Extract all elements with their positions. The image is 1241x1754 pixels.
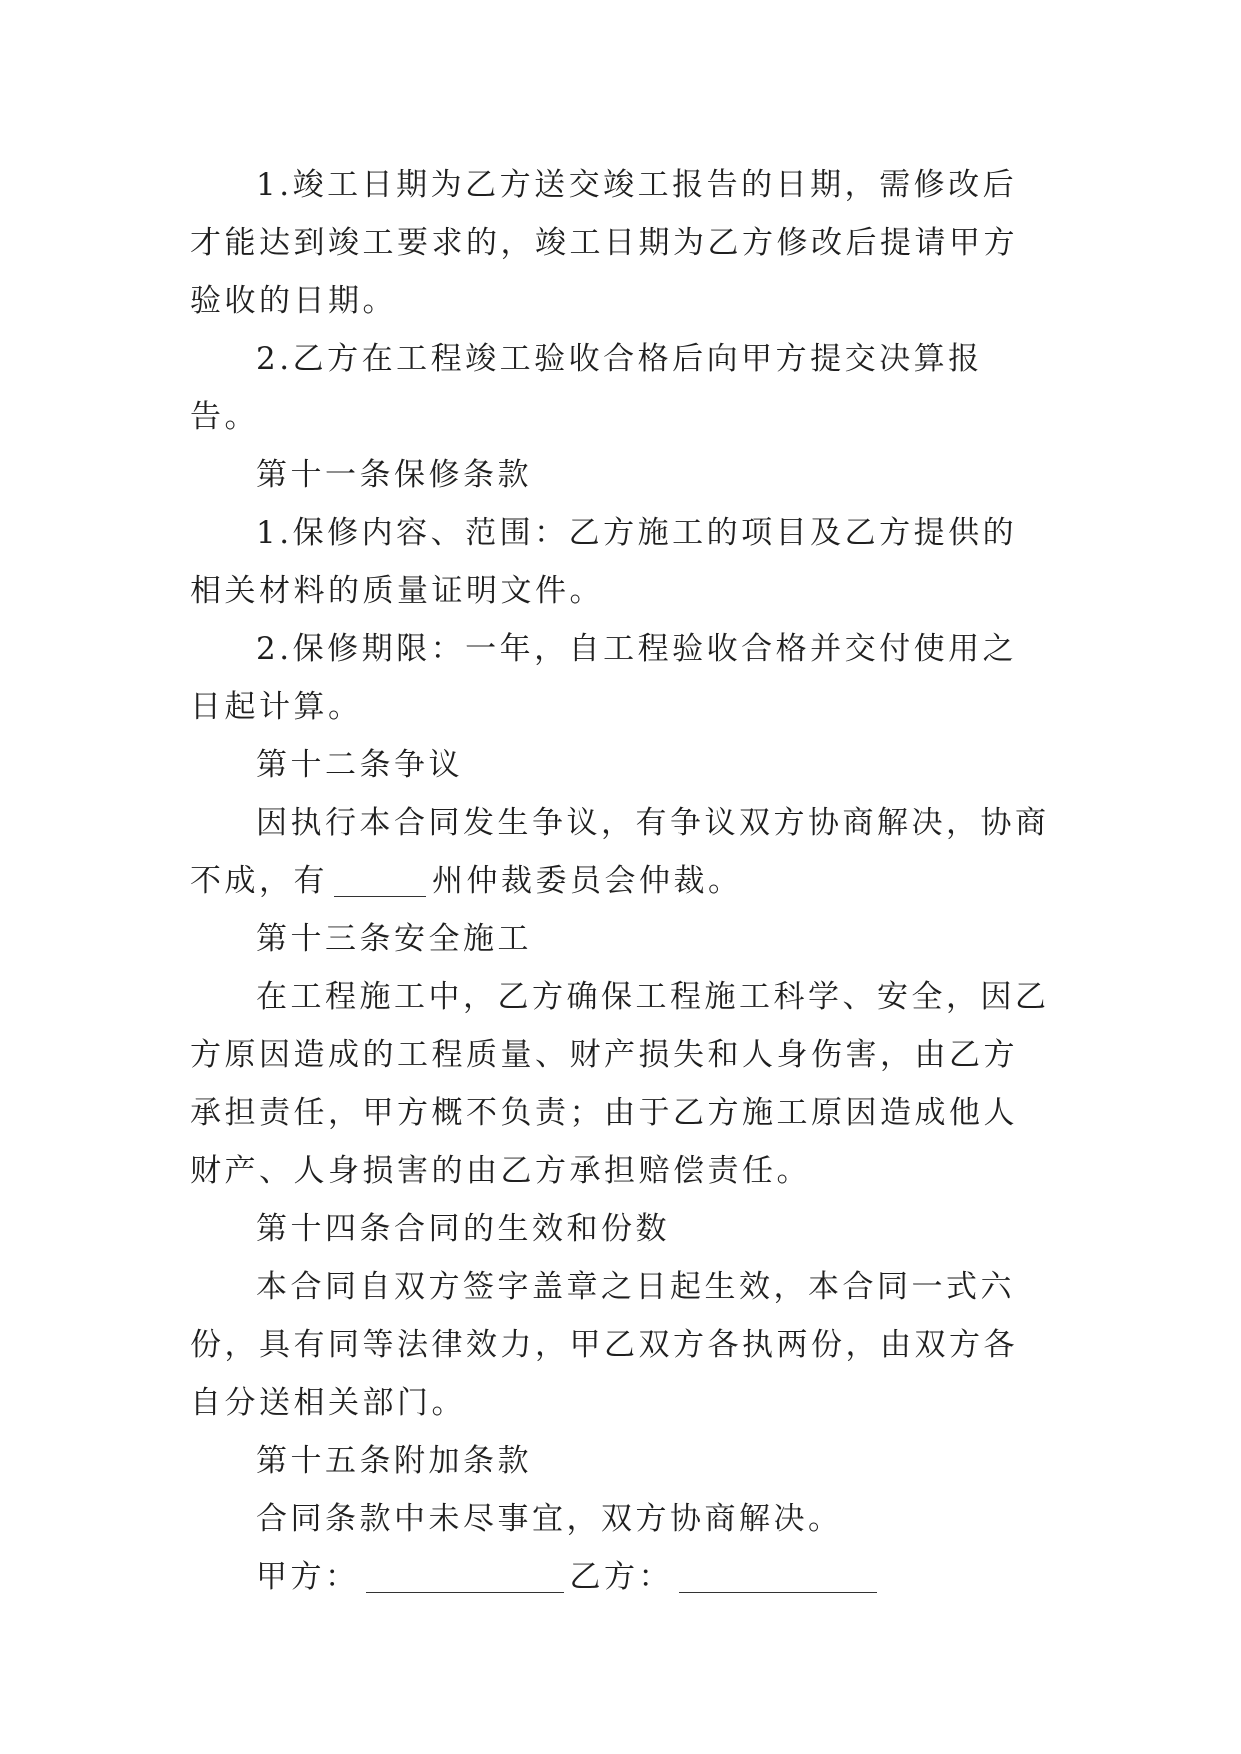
article-14-heading: 第十四条合同的生效和份数 <box>256 1211 670 1247</box>
dispute-paragraph <box>190 794 1050 910</box>
article-13-heading: 第十三条安全施工 <box>256 921 532 957</box>
signature-line <box>190 1548 1050 1606</box>
dispute-text-before: 因执行本合同发生争议，有争议双方协商解决，协商不成，有 <box>190 805 1050 899</box>
dispute-text-after: 州仲裁委员会仲裁。 <box>432 863 743 899</box>
party-b-signature-blank <box>679 1562 877 1593</box>
arbitration-city-blank <box>334 866 426 897</box>
warranty-period-paragraph: 2.保修期限：一年，自工程验收合格并交付使用之日起计算。 <box>190 631 1018 725</box>
contract-body <box>190 156 1050 1606</box>
party-b-label: 乙方： <box>569 1559 673 1595</box>
party-a-signature-blank <box>366 1562 564 1593</box>
article-15-heading: 第十五条附加条款 <box>256 1443 532 1479</box>
article-12-heading: 第十二条争议 <box>256 747 463 783</box>
final-account-paragraph: 2.乙方在工程竣工验收合格后向甲方提交决算报告。 <box>190 341 983 435</box>
safety-clause-paragraph: 在工程施工中，乙方确保工程施工科学、安全，因乙方原因造成的工程质量、财产损失和人身伤害，由乙方承担责任，甲方概不负责；由于乙方施工原因造成他人财产、人身损害的由乙方承担赔偿责任。 <box>190 979 1050 1189</box>
party-a-label: 甲方： <box>256 1559 360 1595</box>
effect-clause-paragraph: 本合同自双方签字盖章之日起生效，本合同一式六份，具有同等法律效力，甲乙双方各执两份，由双方各自分送相关部门。 <box>190 1269 1018 1421</box>
completion-date-paragraph: 1.竣工日期为乙方送交竣工报告的日期，需修改后才能达到竣工要求的，竣工日期为乙方修改后提请甲方验收的日期。 <box>190 167 1018 319</box>
article-11-heading: 第十一条保修条款 <box>256 457 532 493</box>
warranty-scope-paragraph: 1.保修内容、范围：乙方施工的项目及乙方提供的相关材料的质量证明文件。 <box>190 515 1018 609</box>
additional-clause-paragraph: 合同条款中未尽事宜，双方协商解决。 <box>256 1501 843 1537</box>
